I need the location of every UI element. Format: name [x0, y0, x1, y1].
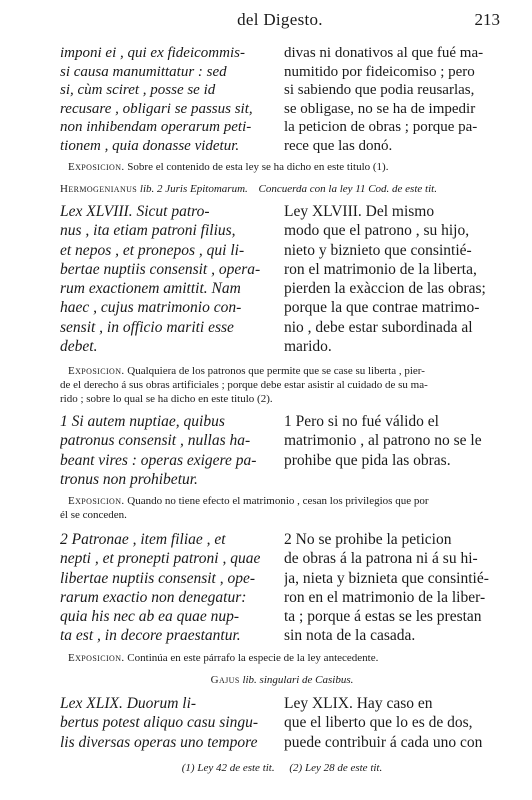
latin-line: tionem , quia donasse videtur. — [60, 137, 240, 154]
latin-line: quia his nec ab ea quae nup- — [60, 608, 240, 626]
exposition-line: rido ; sobre lo qual se ha dicho en este titulo (2). — [60, 393, 273, 405]
spanish-line: de obras á la patrona ni á su hi- — [284, 550, 478, 568]
spanish-column — [284, 694, 504, 752]
latin-line: beant vires : operas exigere pa- — [60, 451, 257, 469]
exposition-label: Exposicion. — [68, 652, 125, 664]
spanish-line: ron el matrimonio de la liberta, — [284, 260, 477, 278]
spanish-line: Ley XLIX. Hay caso en — [284, 695, 433, 712]
footnote-1: (1) Ley 42 de este tit. — [181, 762, 275, 774]
spanish-line: puede contribuir á cada uno con — [284, 733, 483, 751]
footnotes — [60, 762, 504, 774]
spanish-line: numitido por fideicomiso ; pero — [284, 63, 475, 80]
lex-49 — [60, 694, 504, 752]
exposition-label: Exposicion. — [68, 365, 125, 377]
latin-line: imponi ei , qui ex fideicommis- — [60, 45, 245, 61]
source-author: Hermogenianus — [60, 183, 138, 195]
latin-line: nus , ita etiam patroni filius, — [60, 222, 236, 240]
latin-line: tronus non prohibetur. — [60, 470, 198, 488]
spanish-line: pierden la exàccion de las obras; — [284, 280, 486, 298]
exposition-label: Exposicion. — [68, 495, 125, 507]
latin-line: si causa manumittatur : sed — [60, 63, 227, 80]
exposition-section-1 — [60, 494, 504, 522]
latin-line: Lex XLIX. Duorum li- — [60, 695, 197, 712]
latin-column — [60, 202, 270, 356]
exposition-lex-48 — [60, 364, 504, 406]
running-title: del Digesto. — [237, 10, 323, 29]
footnote-2: (2) Ley 28 de este tit. — [289, 762, 383, 774]
latin-line: non inhibendam operarum peti- — [60, 119, 252, 135]
latin-line: bertus potest aliquo casu singu- — [60, 714, 259, 732]
source-citation-2 — [60, 673, 504, 687]
latin-line: lis diversas operas uno tempore — [60, 733, 258, 751]
latin-column — [60, 694, 270, 752]
latin-line: rum exactionem amittit. Nam — [60, 280, 241, 298]
latin-line: bertae nuptiis consensit , opera- — [60, 260, 261, 278]
spanish-line: 1 Pero si no fué válido el — [284, 413, 439, 430]
exposition-label: Exposicion. — [68, 161, 125, 173]
spanish-line: matrimonio , al patrono no se le — [284, 432, 482, 450]
exposition-text: Sobre el contenido de esta ley se ha dicho en este titulo (1). — [127, 161, 389, 173]
latin-line: 2 Patronae , item filiae , et — [60, 531, 226, 548]
page-number: 213 — [474, 10, 500, 29]
latin-line: libertae nuptiis consensit , ope- — [60, 569, 256, 587]
spanish-column — [284, 202, 504, 356]
latin-line: sensit , in officio mariti esse — [60, 318, 234, 336]
latin-line: debet. — [60, 338, 98, 356]
spanish-column — [284, 412, 504, 489]
spanish-line: sin nota de la casada. — [284, 627, 416, 645]
latin-line: ta est , in decore praestantur. — [60, 627, 241, 645]
spanish-line: divas ni donativos al que fué ma- — [284, 45, 484, 61]
spanish-column — [284, 44, 504, 155]
exposition-line: de el derecho á sus obras artificiales ; porque debe estar asistir al cuidado de su ma- — [60, 379, 428, 391]
spanish-line: la peticion de obras ; porque pa- — [284, 119, 478, 135]
source-concordance: Concuerda con la ley 11 Cod. de este tit. — [258, 183, 437, 195]
exposition-line — [60, 364, 504, 378]
exposition-text: Qualquiera de los patronos que permite que se case su liberta , pier- — [127, 365, 425, 377]
exposition-line: él se conceden. — [60, 509, 127, 521]
spanish-line: 2 No se prohibe la peticion — [284, 531, 452, 548]
exposition-section-2 — [60, 651, 512, 665]
latin-line: Lex XLVIII. Sicut patro- — [60, 203, 210, 220]
top-continuation — [60, 44, 504, 155]
spanish-line: rece que las donó. — [284, 137, 393, 154]
spanish-line: porque la que contrae matrimo- — [284, 299, 480, 317]
source-work: lib. 2 Juris Epitomarum. — [139, 183, 248, 195]
exposition-text: Continúa en este párrafo la especie de la ley antecedente. — [127, 652, 379, 664]
spanish-line: se obligase, no se ha de impedir — [284, 100, 476, 117]
section-1 — [60, 412, 504, 489]
latin-line: haec , cujus matrimonio con- — [60, 299, 242, 317]
spanish-line: prohibe que pida las obras. — [284, 451, 451, 469]
latin-column — [60, 530, 270, 646]
latin-line: rarum exactio non denegatur: — [60, 588, 247, 606]
source-author: Gajus — [210, 674, 240, 686]
latin-line: et nepos , et pronepos , qui li- — [60, 241, 245, 259]
latin-column — [60, 412, 270, 489]
section-2 — [60, 530, 504, 646]
source-work: lib. singulari de Casibus. — [242, 674, 354, 686]
spanish-line: nio , debe estar subordinada al — [284, 318, 473, 336]
latin-line: patronus consensit , nullas ha- — [60, 432, 251, 450]
spanish-line: modo que el patrono , su hijo, — [284, 222, 470, 240]
spanish-column — [284, 530, 504, 646]
latin-line: si, cùm sciret , posse se id — [60, 82, 216, 98]
exposition-text: Quando no tiene efecto el matrimonio , cesan los privilegios que por — [127, 495, 429, 507]
lex-48 — [60, 202, 504, 356]
latin-column — [60, 44, 270, 155]
latin-line: recusare , obligari se passus sit, — [60, 100, 253, 117]
spanish-line: si sabiendo que podia reusarlas, — [284, 82, 475, 98]
spanish-line: nieto y biznieto que consintié- — [284, 241, 472, 259]
running-header — [60, 10, 500, 34]
spanish-line: ron en el matrimonio de la liber- — [284, 588, 486, 606]
spanish-line: que el liberto que lo es de dos, — [284, 714, 473, 732]
latin-line: nepti , et pronepti patroni , quae — [60, 550, 261, 568]
spanish-line: ja, nieta y biznieta que consintié- — [284, 569, 489, 587]
spanish-line: ta ; porque á estas se les prestan — [284, 608, 482, 626]
exposition-line — [60, 494, 504, 508]
spanish-line: Ley XLVIII. Del mismo — [284, 203, 435, 220]
source-citation — [60, 182, 504, 196]
latin-line: 1 Si autem nuptiae, quibus — [60, 413, 225, 430]
spanish-line: marido. — [284, 338, 332, 356]
exposition-top — [60, 160, 512, 174]
